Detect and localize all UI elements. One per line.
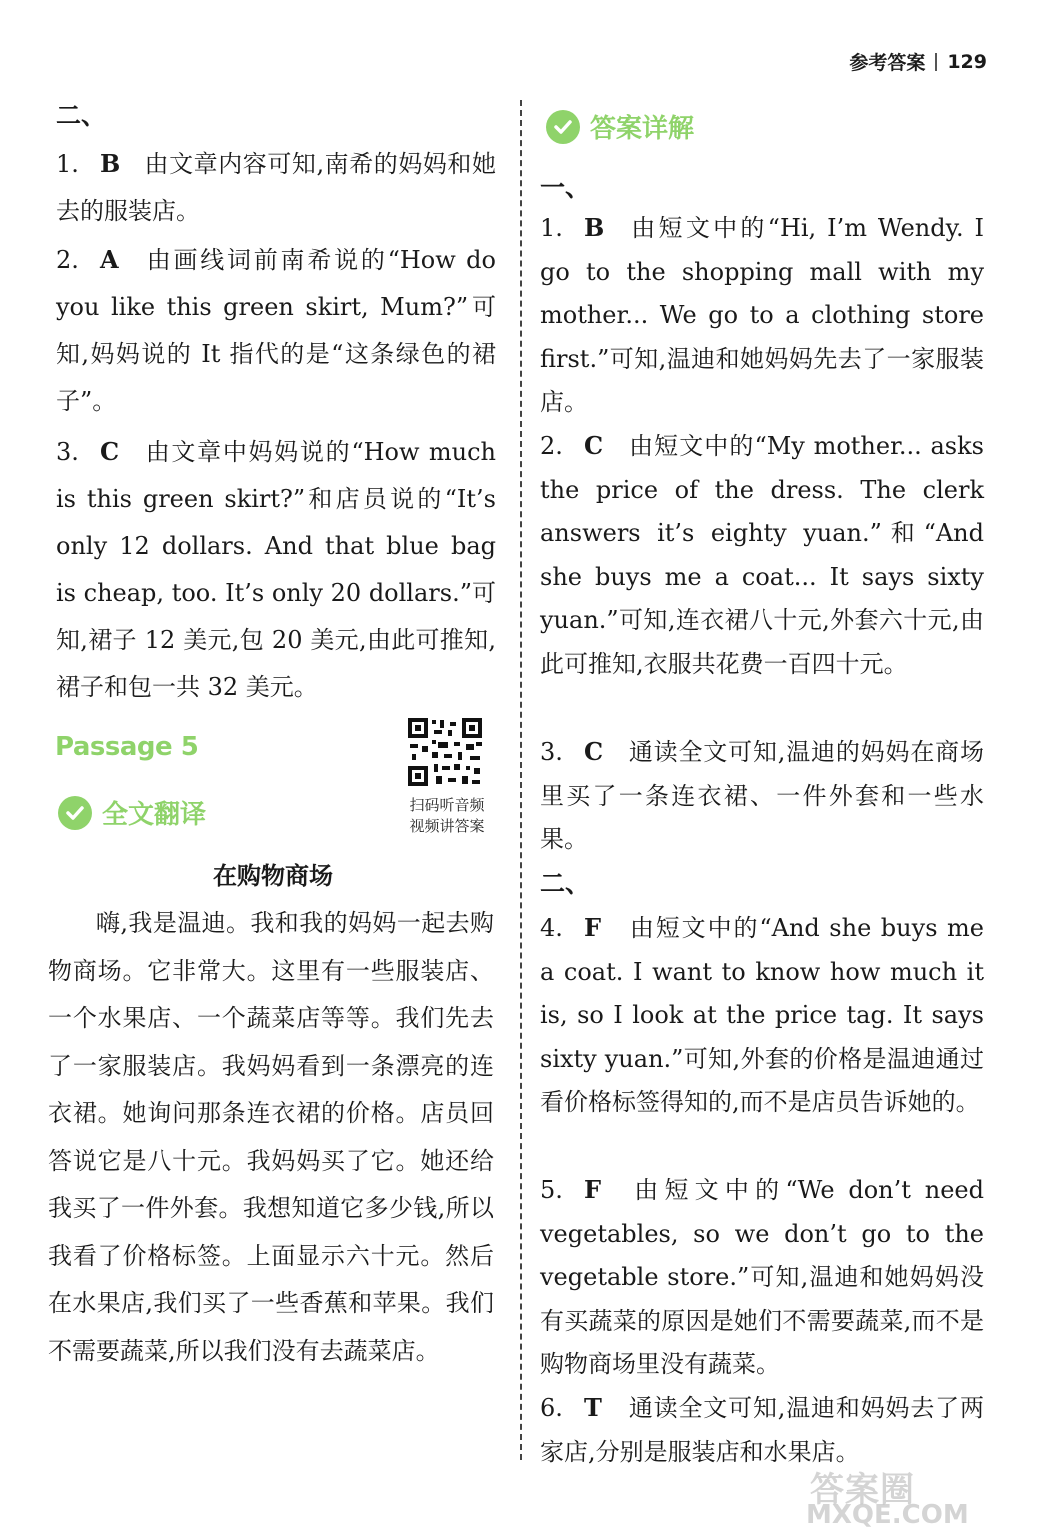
translation-title: 在购物商场 <box>213 862 333 890</box>
right-item-4: 4. F 由短文中的“And she buys me a coat. I want to know how much it is, so I look at the price tag. It says sixty yuan.”可知,外套的价格是温迪通过看价格标签得知的,而不是店员告诉她的。 <box>540 913 984 1116</box>
right-item-2: 2. C 由短文中的“My mother... asks the price of the dress. The clerk answers it’s eighty yuan.”和“And she buys me a coat... It says sixty yuan.”可知,连衣裙八十元,外套六十元,由此可推知,衣服共花费一百四十元。 <box>540 431 984 678</box>
right-item-5: 5. F 由短文中的“We don’t need vegetables, so we don’t go to the vegetable store.”可知,温迪和她妈妈没有买蔬菜的原因是她们不需要蔬菜,而不是购物商场里没有蔬菜。 <box>540 1175 984 1378</box>
header-separator <box>935 53 937 71</box>
qr-code-icon[interactable] <box>406 716 484 788</box>
passage-title: Passage 5 <box>55 732 199 762</box>
right-section-two: 二、 <box>540 869 591 898</box>
page-number: 129 <box>947 50 987 73</box>
left-item-1: 1. B 由文章内容可知,南希的妈妈和她去的服装店。 <box>56 149 496 225</box>
answer-badge <box>546 108 694 145</box>
page-header <box>849 48 987 75</box>
right-section-one: 一、 <box>540 173 591 202</box>
right-item-3: 3. C 通读全文可知,温迪的妈妈在商场里买了一条连衣裙、一件外套和一些水果。 <box>540 737 984 853</box>
check-icon <box>546 110 580 144</box>
left-item-2: 2. A 由画线词前南希说的“How do you like this green skirt, Mum?”可知,妈妈说的 It 指代的是“这条绿色的裙子”。 <box>56 245 496 415</box>
header-label: 参考答案 <box>849 52 926 74</box>
left-section-two: 二、 <box>56 101 107 130</box>
answer-badge-label: 答案详解 <box>590 114 695 144</box>
watermark-logo: 答案圈 <box>810 1470 915 1510</box>
translation-badge <box>58 794 206 831</box>
right-item-6: 6. T 通读全文可知,温迪和妈妈去了两家店,分别是服装店和水果店。 <box>540 1393 984 1466</box>
check-icon <box>58 796 92 830</box>
translation-badge-label: 全文翻译 <box>102 800 207 830</box>
left-item-3: 3. C 由文章中妈妈说的“How much is this green skirt?”和店员说的“It’s only 12 dollars. And that blue bag is cheap, too. It’s only 20 dollars.”可知,裙子 12 美元,包 20 美元,由此可推知,裙子和包一共 32 美元。 <box>56 437 496 701</box>
translation-body: 嗨,我是温迪。我和我的妈妈一起去购物商场。它非常大。这里有一些服装店、一个水果店、一个蔬菜店等等。我们先去了一家服装店。我妈妈看到一条漂亮的连衣裙。她询问那条连衣裙的价格。店员回答说它是八十元。我妈妈买了它。她还给我买了一件外套。我想知道它多少钱,所以我看了价格标签。上面显示六十元。然后在水果店,我们买了一些香蕉和苹果。我们不需要蔬菜,所以我们没有去蔬菜店。 <box>48 909 494 1365</box>
right-item-1: 1. B 由短文中的“Hi, I’m Wendy. I go to the shopping mall with my mother... We go to a clothing store first.”可知,温迪和她妈妈先去了一家服装店。 <box>540 213 984 416</box>
qr-caption: 扫码听音频 视频讲答案 <box>409 796 485 835</box>
column-divider <box>520 100 522 1460</box>
watermark-url: MXQE.COM <box>806 1500 969 1530</box>
